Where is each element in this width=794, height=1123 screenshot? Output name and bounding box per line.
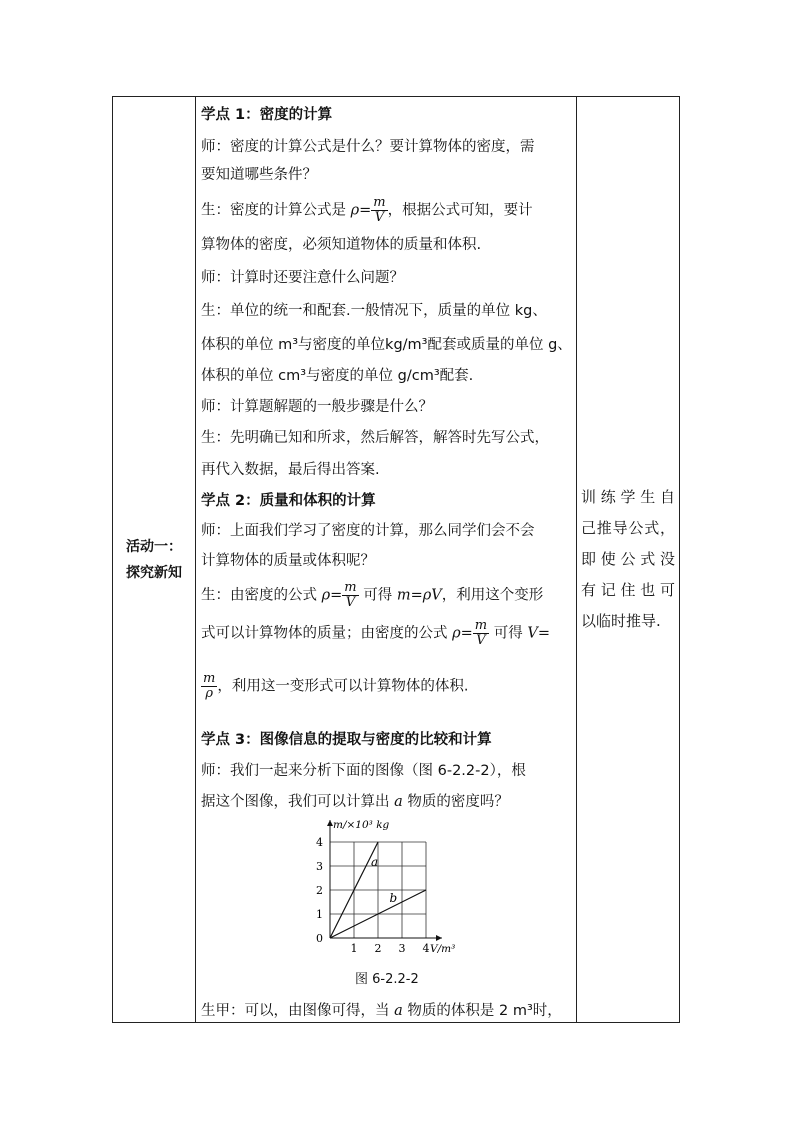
section-title-1: 学点 1：密度的计算 — [201, 107, 333, 123]
text-line — [201, 999, 573, 1020]
text-span: 生：由密度的公式 — [201, 587, 322, 604]
x-tick-label: 2 — [374, 942, 382, 955]
activity-label-line1: 活动一： — [126, 538, 182, 555]
text-span: ，根据公式可知，要计 — [387, 202, 533, 219]
text-line: 师：计算题解题的一般步骤是什么？ — [201, 399, 433, 415]
text-span: ，利用这个变形 — [441, 587, 544, 604]
fraction-numerator: m — [203, 671, 216, 686]
fraction-denominator: V — [374, 210, 385, 225]
fraction-numerator: m — [373, 195, 386, 210]
formula-rho: ρ= — [321, 587, 343, 604]
text-span: 物质的体积是 2 m³时， — [402, 1003, 562, 1019]
activity-label-cell — [113, 97, 195, 1022]
y-tick-label: 1 — [316, 908, 323, 921]
text-span: 可得 — [358, 587, 397, 604]
x-tick-label: 1 — [350, 942, 358, 955]
notes-line: 即使公式没 — [581, 550, 675, 568]
notes-line: 训练学生自 — [581, 488, 675, 506]
mass-volume-chart — [200, 808, 470, 963]
x-tick-label: 4 — [422, 942, 430, 955]
text-line: 体积的单位 cm³与密度的单位 g/cm³配套. — [201, 368, 474, 384]
x-tick-label: 3 — [398, 942, 406, 955]
text-span: 物质的密度吗？ — [402, 794, 509, 810]
series-label-a: a — [371, 855, 379, 869]
fraction — [201, 672, 217, 701]
notes-line: 己推导公式， — [581, 519, 675, 537]
column-divider-left — [195, 97, 196, 1022]
text-line: 再代入数据，最后得出答案. — [201, 462, 380, 478]
formula-rho: ρ= — [452, 625, 473, 642]
fraction — [342, 581, 358, 610]
x-axis-arrow — [436, 935, 442, 941]
substance-a-label: a — [394, 794, 403, 810]
fraction-numerator: m — [344, 580, 357, 595]
text-line: 计算物体的质量或体积呢？ — [201, 553, 375, 569]
formula-rho: ρ= — [350, 202, 372, 219]
x-axis-label: V/m³ — [430, 943, 456, 955]
text-line: 算物体的密度，必须知道物体的质量和体积. — [201, 237, 482, 253]
notes-line: 有记住也可 — [581, 581, 675, 599]
formula-volume: V= — [527, 625, 550, 642]
text-line: 师：我们一起来分析下面的图像（图 6-2.2-2），根 — [201, 763, 526, 779]
text-span: 据这个图像，我们可以计算出 — [201, 794, 395, 810]
y-tick-label: 4 — [316, 836, 323, 849]
formula-mass: m=ρV — [396, 587, 442, 604]
formula-line — [201, 581, 573, 610]
text-line: 生：先明确已知和所求，然后解答，解答时先写公式， — [201, 430, 549, 446]
y-tick-label: 3 — [316, 860, 323, 873]
text-span: 生：密度的计算公式是 — [201, 202, 351, 219]
fraction-denominator: V — [345, 595, 356, 610]
origin-label: 0 — [316, 932, 323, 945]
text-span: ，利用这一变形式可以计算物体的体积. — [217, 678, 469, 695]
fraction — [473, 619, 489, 648]
text-span: 可得 — [489, 625, 528, 642]
text-span: 生甲：可以，由图像可得，当 — [201, 1003, 395, 1019]
text-line: 生：单位的统一和配套.一般情况下，质量的单位 kg、 — [201, 303, 547, 319]
formula-line — [201, 672, 573, 701]
fraction-denominator: ρ — [205, 686, 213, 701]
y-axis-label: m/×10³ kg — [333, 819, 390, 831]
activity-label-line2: 探究新知 — [126, 564, 182, 581]
formula-line — [201, 619, 573, 648]
fraction-numerator: m — [474, 618, 488, 633]
figure-caption: 图 6-2.2-2 — [355, 972, 419, 987]
formula-line — [201, 196, 573, 225]
text-line: 体积的单位 m³与密度的单位kg/m³配套或质量的单位 g、 — [201, 337, 572, 353]
text-span: 式可以计算物体的质量；由密度的公式 — [201, 625, 453, 642]
section-title-3: 学点 3：图像信息的提取与密度的比较和计算 — [201, 732, 492, 748]
text-line: 要知道哪些条件？ — [201, 167, 317, 183]
y-tick-label: 2 — [316, 884, 323, 897]
substance-a-label: a — [394, 1003, 403, 1019]
fraction — [371, 196, 387, 225]
series-label-b: b — [389, 891, 398, 906]
text-line: 师：密度的计算公式是什么？要计算物体的密度，需 — [201, 139, 535, 155]
section-title-2: 学点 2：质量和体积的计算 — [201, 493, 376, 509]
text-line: 师：上面我们学习了密度的计算，那么同学们会不会 — [201, 523, 535, 539]
notes-line: 以临时推导. — [581, 612, 661, 630]
fraction-denominator: V — [476, 633, 486, 648]
notes-cell — [576, 97, 680, 1022]
notes-text — [581, 482, 675, 637]
text-line: 师：计算时还要注意什么问题？ — [201, 270, 404, 286]
